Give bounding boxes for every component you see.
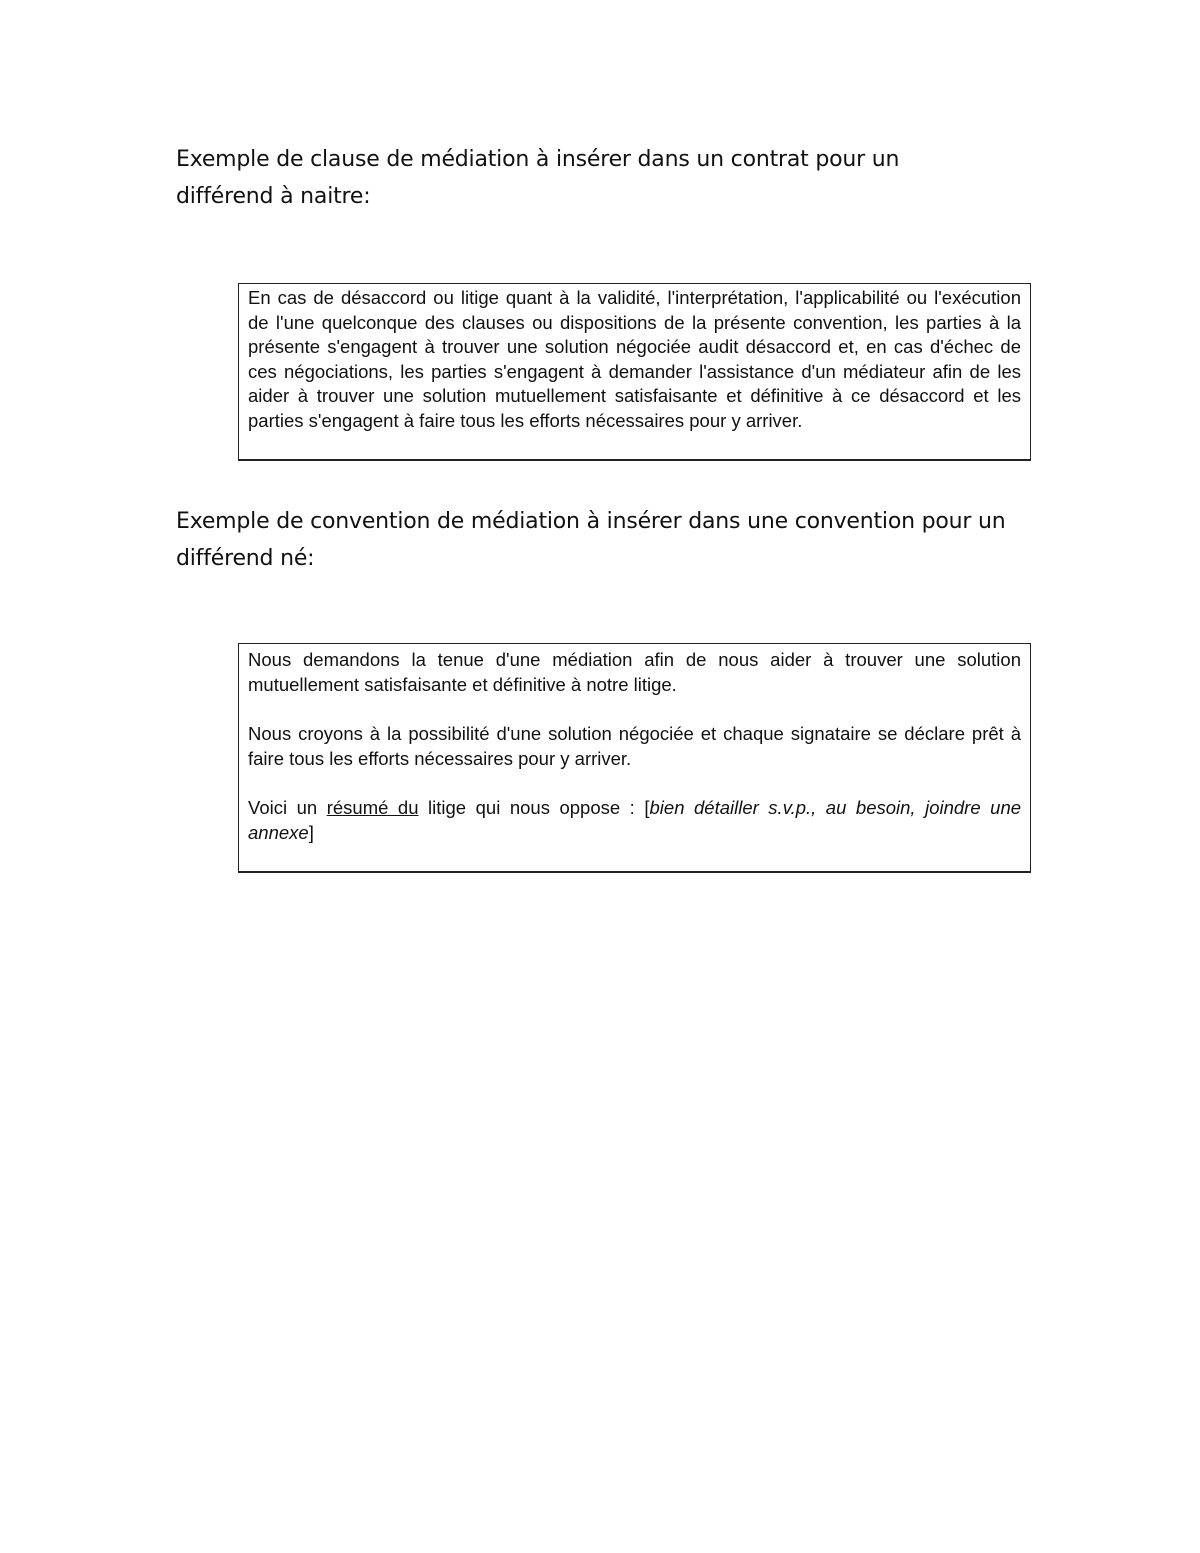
section2-heading: Exemple de convention de médiation à insérer dans une convention pour un différend né:: [176, 509, 1006, 571]
mediation-clause-text: En cas de désaccord ou litige quant à la validité, l'interprétation, l'applicabilité ou l'exécution de l'une quelconque des clauses ou dispositions de la présente convention, les parties à la présente s'engagent à trouver une solution négociée audit désaccord et, en cas d'échec de ces négociations, les parties s'engagent à demander l'assistance d'un médiateur afin de les aider à trouver une solution mutuellement satisfaisante et définitive à ce désaccord et les parties s'engagent à faire tous les efforts nécessaires pour y arriver.: [248, 287, 1021, 431]
summary-suffix: ]: [308, 821, 314, 843]
mediation-clause-box: [238, 283, 1031, 461]
summary-middle: litige qui nous oppose : [: [418, 797, 650, 819]
agreement-paragraph-2: Nous croyons à la possibilité d'une solution négociée et chaque signataire se déclare prêt à faire tous les efforts nécessaires pour y arriver.: [248, 723, 1021, 769]
section1-heading: Exemple de clause de médiation à insérer dans un contrat pour un différend à naitre:: [176, 147, 900, 209]
summary-underlined: résumé du: [326, 797, 419, 819]
summary-prefix: Voici un: [248, 797, 327, 819]
agreement-paragraph-3: [248, 796, 1021, 845]
agreement-paragraph-1: Nous demandons la tenue d'une médiation afin de nous aider à trouver une solution mutuellement satisfaisante et définitive à notre litige.: [248, 649, 1021, 695]
summary-instruction: bien détailler s.v.p., au besoin, joindre une annexe: [248, 797, 1022, 843]
mediation-agreement-box: [238, 643, 1031, 873]
